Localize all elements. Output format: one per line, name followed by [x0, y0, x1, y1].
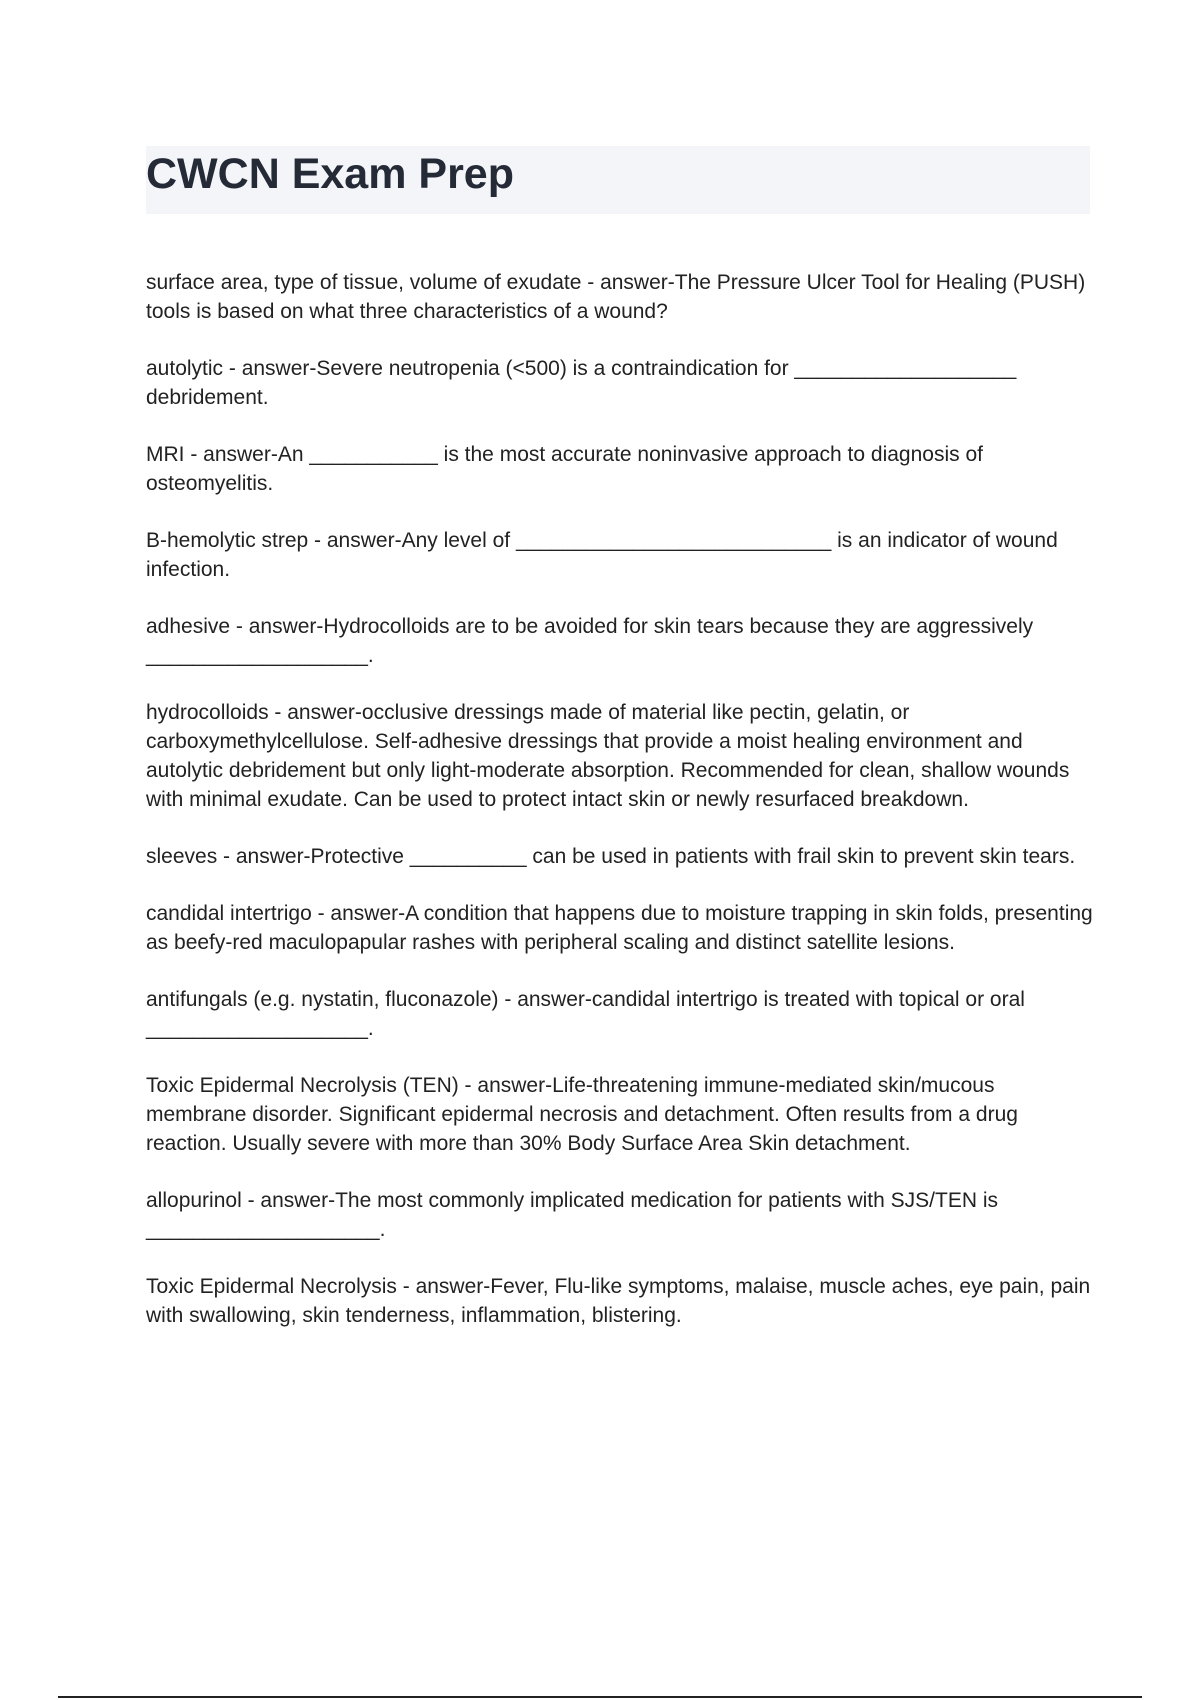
- title-band: [146, 146, 1090, 214]
- entries-list: [146, 268, 1096, 1358]
- entry-b-hemolytic-strep: B-hemolytic strep - answer-Any level of ___________________________ is an indicator of wound infection.: [146, 529, 1058, 581]
- entry-hydrocolloids: hydrocolloids - answer-occlusive dressings made of material like pectin, gelatin, or carboxymethylcellulose. Self-adhesive dressings that provide a moist healing environment and autolytic debridement but only light-moderate absorption. Recommended for clean, shallow wounds with minimal exudate. Can be used to protect intact skin or newly resurfaced breakdown.: [146, 701, 1070, 811]
- footer-divider: [58, 1696, 1142, 1698]
- entry-ten: Toxic Epidermal Necrolysis (TEN) - answer-Life-threatening immune-mediated skin/mucous membrane disorder. Significant epidermal necrosis and detachment. Often results from a drug reaction. Usually severe with more than 30% Body Surface Area Skin detachment.: [146, 1074, 1018, 1155]
- entry-adhesive: adhesive - answer-Hydrocolloids are to be avoided for skin tears because they are aggressively ___________________.: [146, 615, 1034, 667]
- entry-mri: MRI - answer-An ___________ is the most accurate noninvasive approach to diagnosis of osteomyelitis.: [146, 443, 983, 495]
- entry-autolytic: autolytic - answer-Severe neutropenia (<500) is a contraindication for ___________________ debridement.: [146, 357, 1017, 409]
- entry-sleeves: sleeves - answer-Protective __________ can be used in patients with frail skin to prevent skin tears.: [146, 845, 1076, 868]
- entry-antifungals: antifungals (e.g. nystatin, fluconazole) - answer-candidal intertrigo is treated with topical or oral ___________________.: [146, 988, 1025, 1040]
- entry-candidal-intertrigo: candidal intertrigo - answer-A condition that happens due to moisture trapping in skin folds, presenting as beefy-red maculopapular rashes with peripheral scaling and distinct satellite lesions.: [146, 902, 1093, 954]
- entry-allopurinol: allopurinol - answer-The most commonly implicated medication for patients with SJS/TEN is ____________________.: [146, 1189, 998, 1241]
- entry-push-tool: surface area, type of tissue, volume of exudate - answer-The Pressure Ulcer Tool for Healing (PUSH) tools is based on what three characteristics of a wound?: [146, 271, 1086, 323]
- entry-ten-symptoms: Toxic Epidermal Necrolysis - answer-Fever, Flu-like symptoms, malaise, muscle aches, eye pain, pain with swallowing, skin tenderness, inflammation, blistering.: [146, 1275, 1091, 1327]
- page-title: CWCN Exam Prep: [146, 150, 514, 198]
